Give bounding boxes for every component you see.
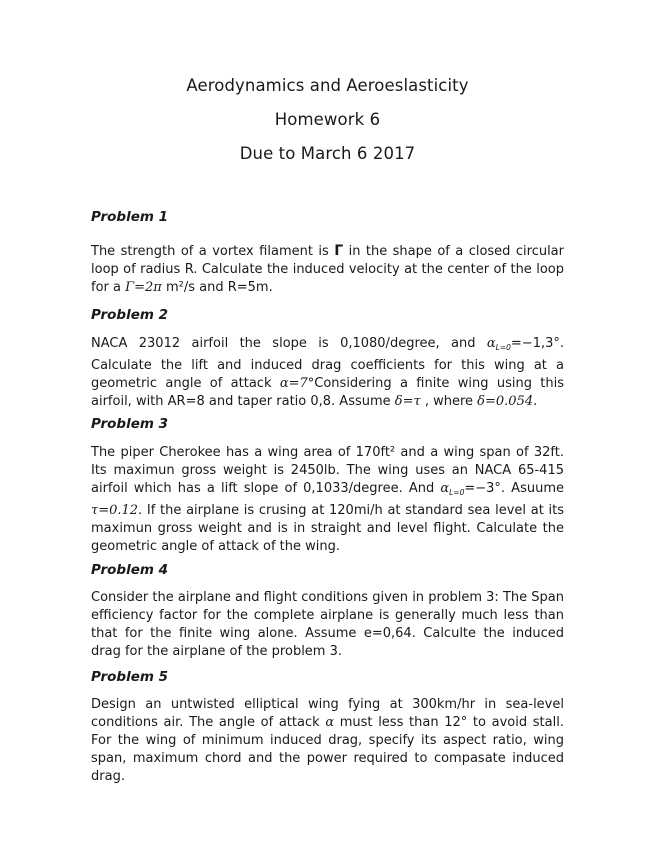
problem-4-text: Consider the airplane and flight conditions given in problem 3: The Span efficiency factor for the complete airplane is generally much less than that for the finite wing alone. Assume e=0,64. Calculte the induced drag for the airplane of the problem 3. — [91, 590, 564, 659]
problem-5-heading: Problem 5 — [91, 669, 169, 685]
alpha-symbol: α — [325, 715, 335, 730]
alpha-equation: α=7° — [279, 376, 315, 391]
problem-1-heading: Problem 1 — [91, 209, 169, 225]
alpha-symbol: α — [486, 336, 496, 351]
alpha-symbol: α — [440, 481, 450, 496]
alpha-subscript: L=0 — [495, 343, 511, 352]
problem-3-text-c: . If the airplane is crusing at 120mi/h at standard sea level at its maximun gross weight and is in straight and level flight. Calculate the geometric angle of attack of the wing. — [91, 503, 564, 554]
problem-3-text — [91, 444, 564, 556]
delta-tau-expression: δ=τ — [394, 394, 421, 409]
gamma-expression: Γ=2π — [125, 280, 162, 295]
alpha-subscript: L=0 — [449, 488, 465, 497]
homework-title: Homework 6 — [274, 110, 381, 129]
problem-5-text-a: Design an untwisted elliptical wing fying at 300km/hr in sea-level conditions air. The angle of attack — [91, 697, 564, 730]
problem-3-heading: Problem 3 — [91, 416, 169, 432]
problem-2-text-e: . — [533, 394, 538, 409]
problem-3-text-a: The piper Cherokee has a wing area of 170ft² and a wing span of 32ft. Its maximun gross weight is 2450lb. The wing uses an NACA 65-415 airfoil which has a lift slope of 0,1033/degree. And — [91, 445, 564, 496]
problem-1-text-b: in the shape of a closed circular loop of radius R. Calculate the induced velocity at the center of the loop for a — [91, 244, 564, 295]
tau-value: τ=0.12 — [91, 503, 139, 518]
problem-2-text-d: , where — [420, 394, 478, 409]
problem-1-text-c: m²/s and R=5m. — [161, 280, 273, 295]
problem-2-text-b: =−1,3°. Calculate the lift and induced drag coefficients for this wing at a geometric angle of attack — [91, 336, 564, 391]
course-title: Aerodynamics and Aeroeslasticity — [186, 76, 469, 95]
problem-2-heading: Problem 2 — [91, 307, 169, 323]
problem-3-text-b: =−3°. Asuume — [464, 481, 564, 496]
problem-2-text-c: Considering a finite wing using this airfoil, with AR=8 and taper ratio 0,8. Assume — [91, 376, 565, 409]
gamma-symbol: Γ — [334, 243, 344, 259]
problem-1-text — [91, 242, 564, 297]
problem-2-text-a: NACA 23012 airfoil the slope is 0,1080/degree, and — [91, 336, 487, 351]
delta-value: δ=0.054 — [477, 394, 534, 409]
problem-2-text — [91, 335, 564, 411]
problem-4-heading: Problem 4 — [91, 562, 169, 578]
problem-5-text — [91, 696, 564, 786]
problem-1-text-a: The strength of a vortex filament is — [91, 244, 335, 259]
due-date: Due to March 6 2017 — [239, 144, 416, 163]
problem-5-text-b: must less than 12° to avoid stall. For the wing of minimum induced drag, specify its aspect ratio, wing span, maximum chord and the power required to compasate induced drag. — [91, 715, 564, 784]
